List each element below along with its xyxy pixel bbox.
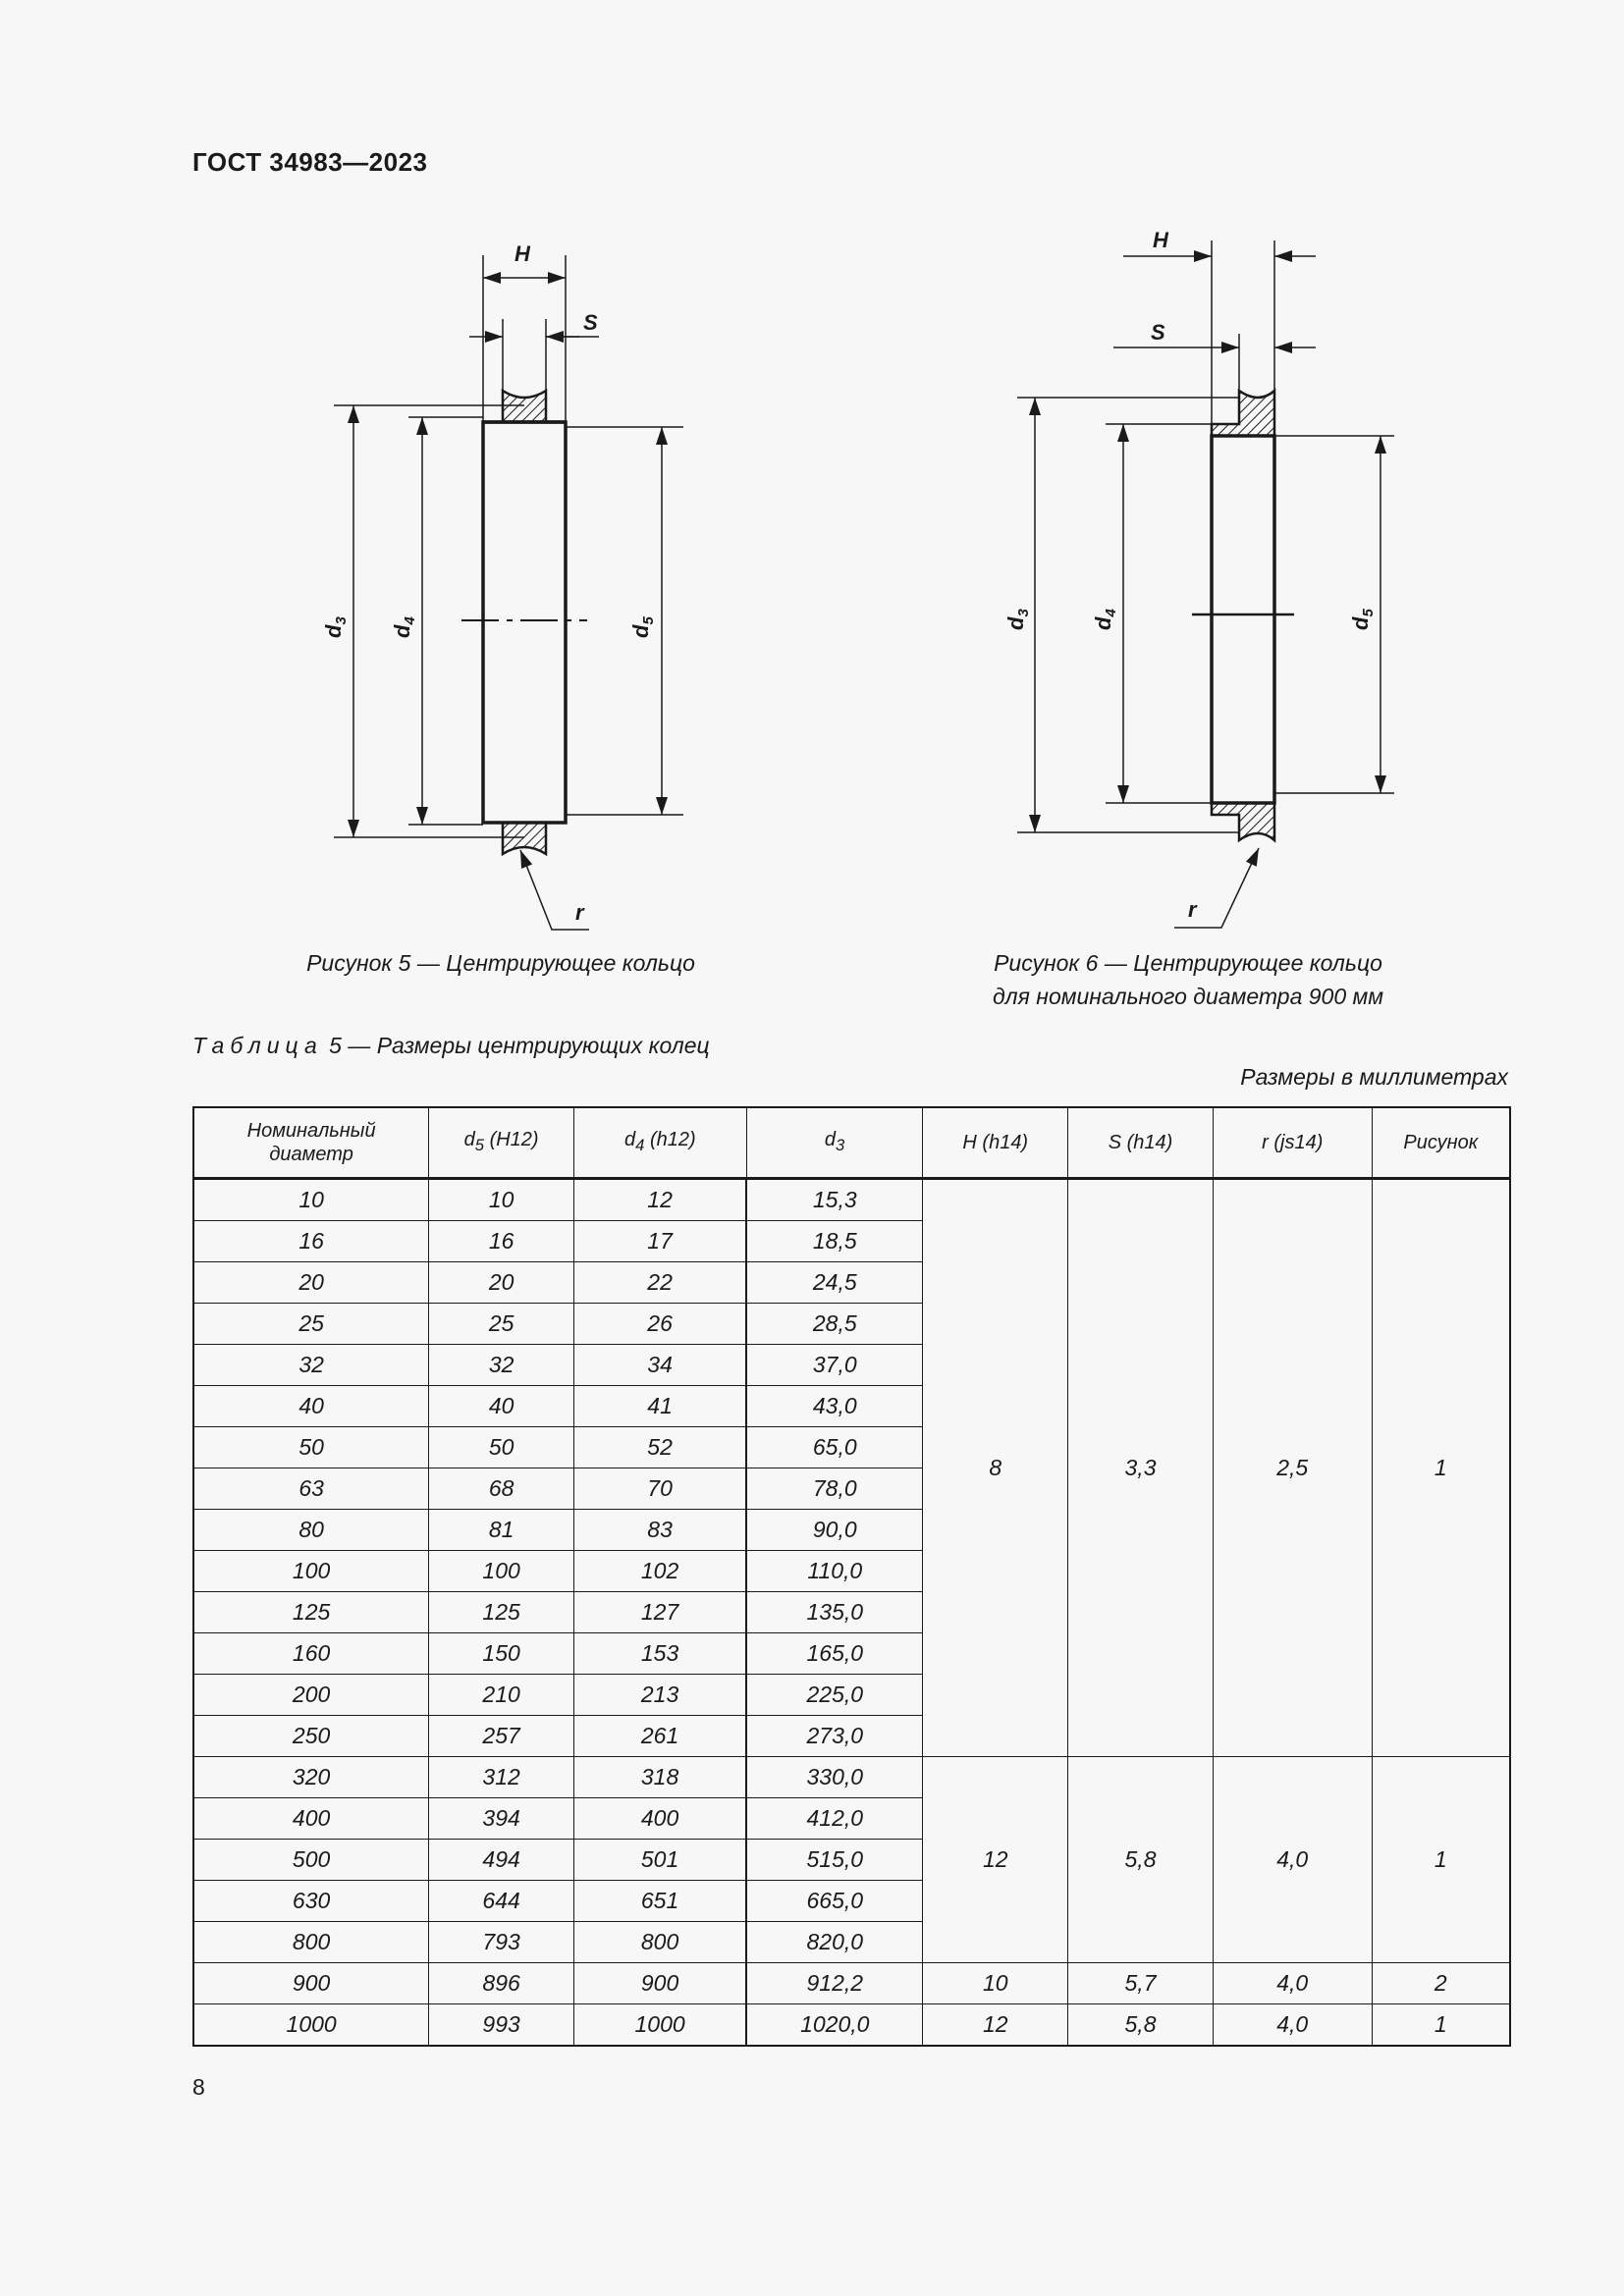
fig6-label-H: H <box>1153 228 1168 252</box>
figure-5-svg <box>295 226 746 942</box>
table-header-row <box>193 1107 1510 1179</box>
table-body <box>193 1179 1510 2047</box>
group2-r: 4,0 <box>1213 1757 1372 1963</box>
figure-5-caption-text: Рисунок 5 — Центрирующее кольцо <box>306 950 695 976</box>
table-row: 250 257 261 273,0 <box>193 1716 1510 1757</box>
table-row: 25 25 26 28,5 <box>193 1304 1510 1345</box>
document-header: ГОСТ 34983—2023 <box>192 147 428 177</box>
fig6-label-d5: $d_5$ <box>1348 609 1377 630</box>
table-row: 63 68 70 78,0 <box>193 1468 1510 1510</box>
table-row: 160 150 153 165,0 <box>193 1633 1510 1675</box>
group2-H: 12 <box>923 1757 1068 1963</box>
table-row: 10 10 12 15,3 8 3,3 2,5 1 <box>193 1179 1510 1221</box>
table-row: 320 312 318 330,0 12 5,8 4,0 1 <box>193 1757 1510 1798</box>
header-d5: $d_5$ (H12) <box>429 1107 574 1179</box>
table-row: 50 50 52 65,0 <box>193 1427 1510 1468</box>
fig5-label-d5: $d_5$ <box>628 616 657 638</box>
fig5-label-r: r <box>575 900 584 925</box>
table-row: 200 210 213 225,0 <box>193 1675 1510 1716</box>
figure-5-caption <box>255 946 746 980</box>
group1-S: 3,3 <box>1068 1179 1214 1757</box>
fig5-label-S: S <box>583 310 598 335</box>
fig6-label-r: r <box>1188 897 1197 922</box>
table-row: 125 125 127 135,0 <box>193 1592 1510 1633</box>
group1-figure: 1 <box>1372 1179 1510 1757</box>
table-row: 80 81 83 90,0 <box>193 1510 1510 1551</box>
figure-5-drawing <box>295 226 746 942</box>
table-units-note: Размеры в миллиметрах <box>1240 1064 1508 1090</box>
header-figure: Рисунок <box>1372 1107 1510 1179</box>
fig5-label-H: H <box>514 241 530 266</box>
fig6-label-S: S <box>1151 320 1165 345</box>
table-title-word: Таблица <box>192 1033 323 1058</box>
table-title-rest: 5 — Размеры центрирующих колец <box>322 1033 710 1058</box>
header-S: S (h14) <box>1068 1107 1214 1179</box>
table-row: 900 896 900 912,2 10 5,7 4,0 2 <box>193 1963 1510 2004</box>
group1-r: 2,5 <box>1213 1179 1372 1757</box>
header-r: r (js14) <box>1213 1107 1372 1179</box>
figure-6-svg <box>992 216 1424 942</box>
table-row: 100 100 102 110,0 <box>193 1551 1510 1592</box>
figure-6-caption-line1: Рисунок 6 — Центрирующее кольцо <box>994 950 1382 976</box>
figure-6-drawing <box>992 216 1424 942</box>
header-nominal: Номинальный диаметр <box>193 1107 429 1179</box>
header-d3: $d_3$ <box>746 1107 923 1179</box>
table-row: 400 394 400 412,0 <box>193 1798 1510 1840</box>
table-row: 40 40 41 43,0 <box>193 1386 1510 1427</box>
table-row: 630 644 651 665,0 <box>193 1881 1510 1922</box>
table-row: 800 793 800 820,0 <box>193 1922 1510 1963</box>
page-number: 8 <box>192 2074 205 2100</box>
table-row: 20 20 22 24,5 <box>193 1262 1510 1304</box>
fig6-label-d3: $d_3$ <box>1003 609 1032 630</box>
dimensions-table <box>192 1106 1511 2047</box>
figure-6-caption <box>943 946 1434 1013</box>
header-d4: $d_4$ (h12) <box>573 1107 746 1179</box>
group2-S: 5,8 <box>1068 1757 1214 1963</box>
fig5-label-d3: $d_3$ <box>321 616 350 638</box>
header-H: H (h14) <box>923 1107 1068 1179</box>
fig6-label-d4: $d_4$ <box>1091 609 1119 630</box>
table-row: 500 494 501 515,0 <box>193 1840 1510 1881</box>
table-row: 16 16 17 18,5 <box>193 1221 1510 1262</box>
figure-6-caption-line2: для номинального диаметра 900 мм <box>992 984 1384 1009</box>
table-row: 32 32 34 37,0 <box>193 1345 1510 1386</box>
table-row: 1000 993 1000 1020,0 12 5,8 4,0 1 <box>193 2004 1510 2047</box>
group2-figure: 1 <box>1372 1757 1510 1963</box>
fig5-label-d4: $d_4$ <box>390 616 418 638</box>
table-title <box>192 1033 710 1059</box>
group1-H: 8 <box>923 1179 1068 1757</box>
